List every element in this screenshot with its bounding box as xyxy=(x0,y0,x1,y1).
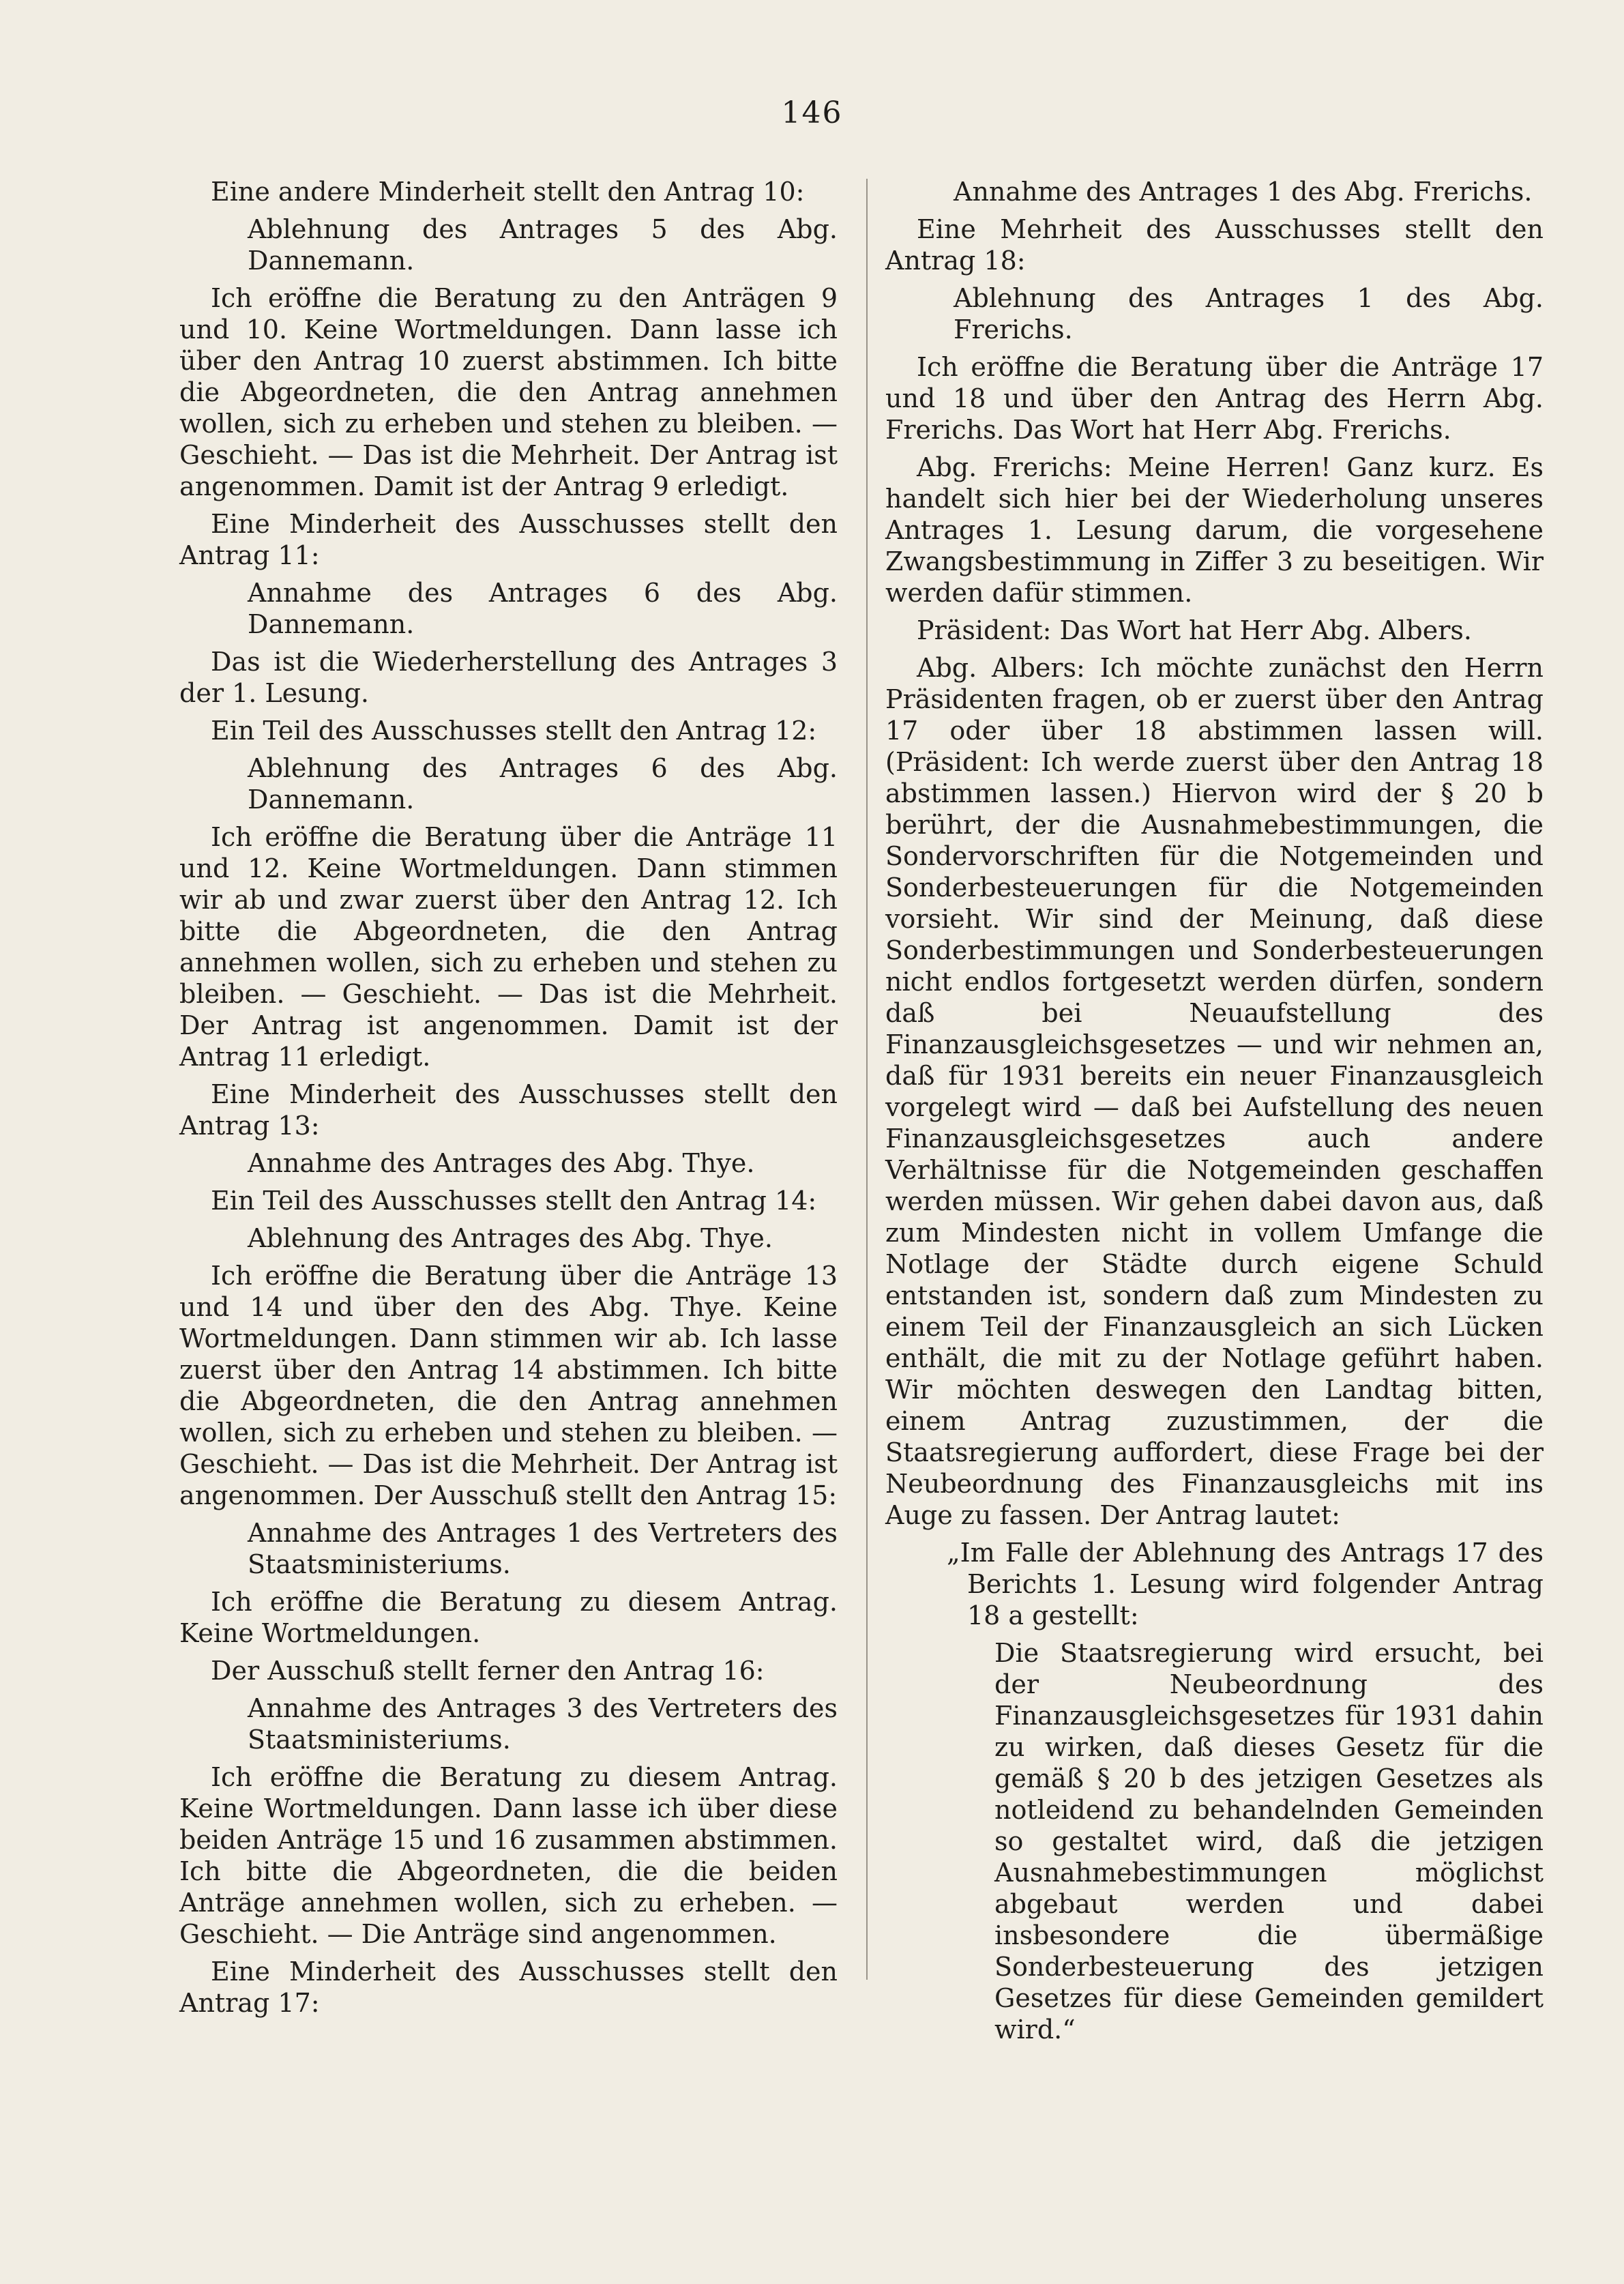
page-number: 146 xyxy=(781,96,843,130)
paragraph: Eine Mehrheit des Ausschusses stellt den Antrag 18: xyxy=(885,214,1544,276)
paragraph: Eine Minderheit des Ausschusses stellt den Antrag 13: xyxy=(179,1079,838,1141)
paragraph: Eine Minderheit des Ausschusses stellt den Antrag 11: xyxy=(179,509,838,570)
motion-text: Annahme des Antrages 3 des Vertreters des Staatsministeriums. xyxy=(248,1693,838,1755)
motion-text: Annahme des Antrages 6 des Abg. Dannemann. xyxy=(248,578,838,639)
left-column xyxy=(179,176,838,2025)
motion-text: Ablehnung des Antrages 6 des Abg. Dannemann. xyxy=(248,753,838,815)
paragraph: Der Ausschuß stellt ferner den Antrag 16: xyxy=(211,1656,765,1686)
motion-text: Annahme des Antrages 1 des Abg. Frerichs. xyxy=(954,177,1533,207)
motion-text: Ablehnung des Antrages des Abg. Thye. xyxy=(248,1223,773,1253)
motion-text: Ablehnung des Antrages 5 des Abg. Dannemann. xyxy=(248,214,838,276)
right-column xyxy=(885,176,1544,2051)
paragraph: Eine andere Minderheit stellt den Antrag 10: xyxy=(211,177,805,207)
paragraph: Ich eröffne die Beratung über die Anträge 13 und 14 und über den des Abg. Thye. Keine Wortmeldungen. Dann stimmen wir ab. Ich lasse zuerst über den Antrag 14 abstimmen. Ich bitte die Abgeordneten, die den Antrag annehmen wollen, sich zu erheben und stehen zu bleiben. — Geschieht. — Das ist die Mehrheit. Der Antrag ist angenommen. Der Ausschuß stellt den Antrag 15: xyxy=(179,1261,838,1510)
paragraph: Das ist die Wiederherstellung des Antrages 3 der 1. Lesung. xyxy=(179,647,838,708)
paragraph: Eine Minderheit des Ausschusses stellt den Antrag 17: xyxy=(179,1957,838,2018)
paragraph: Abg. Albers: Ich möchte zunächst den Herrn Präsidenten fragen, ob er zuerst über den Antrag 17 oder über 18 abstimmen lassen will. (Präsident: Ich werde zuerst über den Antrag 18 abstimmen lassen.) Hiervon wird der § 20 b berührt, der die Ausnahmebestimmungen, die Sondervorschriften für die Notgemeinden und Sonderbesteuerungen für die Notgemeinden vorsieht. Wir sind der Meinung, daß diese Sonderbestimmungen und Sonderbesteuerungen nicht endlos fortgesetzt werden dürfen, sondern daß bei Neuaufstellung des Finanzausgleichsgesetzes — und wir nehmen an, daß für 1931 bereits ein neuer Finanzausgleich vorgelegt wird — daß bei Aufstellung des neuen Finanzausgleichsgesetzes auch andere Verhältnisse für die Notgemeinden geschaffen werden müssen. Wir gehen dabei davon aus, daß zum Mindesten nicht in vollem Umfange die Notlage der Städte durch eigene Schuld entstanden ist, sondern daß zum Mindesten zu einem Teil der Finanzausgleich an sich Lücken enthält, die mit zu der Notlage geführt haben. Wir möchten deswegen den Landtag bitten, einem Antrag zuzustimmen, der die Staatsregierung auffordert, diese Frage bei der Neubeordnung des Finanzausgleichs mit ins Auge zu fassen. Der Antrag lautet: xyxy=(885,653,1544,1530)
motion-text: Annahme des Antrages 1 des Vertreters des Staatsministeriums. xyxy=(248,1518,838,1579)
column-divider xyxy=(866,179,868,1980)
motion-text: Annahme des Antrages des Abg. Thye. xyxy=(248,1148,755,1178)
quoted-motion: Die Staatsregierung wird ersucht, bei der Neubeordnung des Finanzausgleichsgesetzes für 1931 dahin zu wirken, daß dieses Gesetz für die gemäß § 20 b des jetzigen Gesetzes als notleidend zu behandelnden Gemeinden so gestaltet wird, daß die jetzigen Ausnahmebestimmungen möglichst abgebaut werden und dabei insbesondere die übermäßige Sonderbesteuerung des jetzigen Gesetzes für diese Gemeinden gemildert wird.“ xyxy=(994,1638,1544,2045)
paragraph: Ich eröffne die Beratung über die Anträge 11 und 12. Keine Wortmeldungen. Dann stimmen wir ab und zwar zuerst über den Antrag 12. Ich bitte die Abgeordneten, die den Antrag annehmen wollen, sich zu erheben und stehen zu bleiben. — Geschieht. — Das ist die Mehrheit. Der Antrag ist angenommen. Damit ist der Antrag 11 erledigt. xyxy=(179,822,838,1072)
paragraph: Ein Teil des Ausschusses stellt den Antrag 12: xyxy=(211,716,817,746)
paragraph: Ich eröffne die Beratung zu diesem Antrag. Keine Wortmeldungen. Dann lasse ich über diese beiden Anträge 15 und 16 zusammen abstimmen. Ich bitte die Abgeordneten, die die beiden Anträge annehmen wollen, sich zu erheben. — Geschieht. — Die Anträge sind angenommen. xyxy=(179,1762,838,1949)
paragraph: Ich eröffne die Beratung zu diesem Antrag. Keine Wortmeldungen. xyxy=(179,1587,838,1648)
paragraph: Ein Teil des Ausschusses stellt den Antrag 14: xyxy=(211,1186,817,1216)
paragraph: Ich eröffne die Beratung über die Anträge 17 und 18 und über den Antrag des Herrn Abg. Frerichs. Das Wort hat Herr Abg. Frerichs. xyxy=(885,352,1544,445)
quoted-motion: „Im Falle der Ablehnung des Antrags 17 des Berichts 1. Lesung wird folgender Antrag 18 a gestellt: xyxy=(947,1538,1544,1630)
paragraph: Präsident: Das Wort hat Herr Abg. Albers. xyxy=(917,615,1472,645)
paragraph: Ich eröffne die Beratung zu den Anträgen 9 und 10. Keine Wortmeldungen. Dann lasse ich über den Antrag 10 zuerst abstimmen. Ich bitte die Abgeordneten, die den Antrag annehmen wollen, sich zu erheben und stehen zu bleiben. — Geschieht. — Das ist die Mehrheit. Der Antrag ist angenommen. Damit ist der Antrag 9 erledigt. xyxy=(179,283,838,501)
paragraph: Abg. Frerichs: Meine Herren! Ganz kurz. Es handelt sich hier bei der Wiederholung unseres Antrages 1. Lesung darum, die vorgesehene Zwangsbestimmung in Ziffer 3 zu beseitigen. Wir werden dafür stimmen. xyxy=(885,452,1544,608)
motion-text: Ablehnung des Antrages 1 des Abg. Frerichs. xyxy=(954,283,1544,345)
